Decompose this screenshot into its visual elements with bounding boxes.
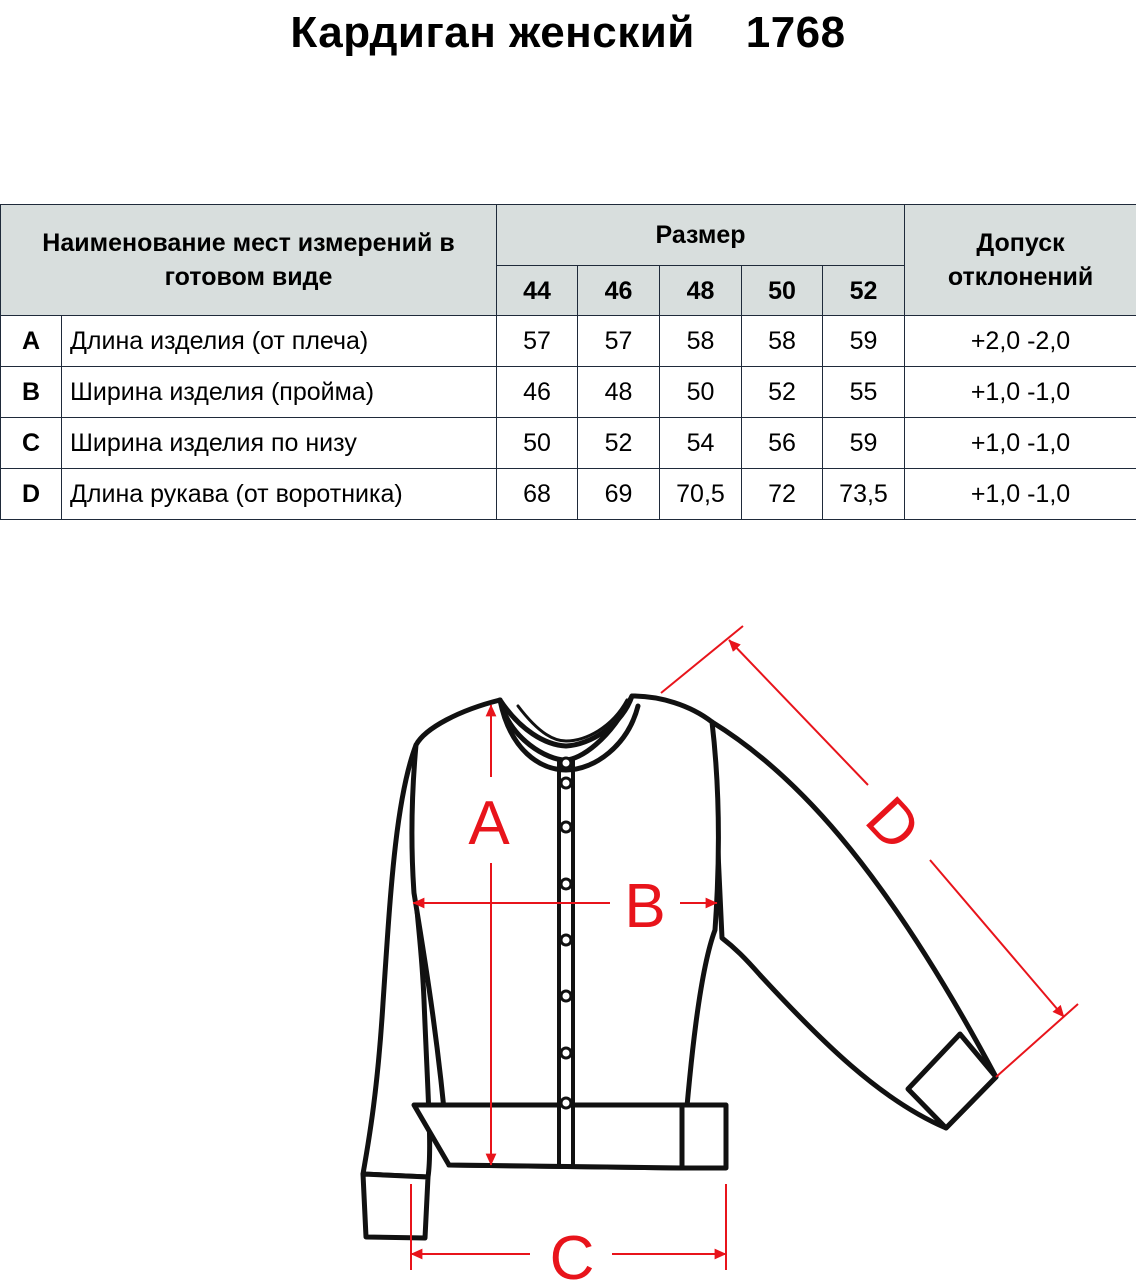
- header-tolerance: Допуск отклонений: [905, 205, 1136, 316]
- size-52: 52: [823, 266, 905, 316]
- table-row: [1, 469, 1136, 520]
- row-value: 50: [660, 367, 742, 418]
- cardigan-measurement-diagram: [0, 560, 1136, 1280]
- row-value: 48: [578, 367, 660, 418]
- measure-d-ext-bottom: [996, 1004, 1078, 1077]
- table-row: [1, 418, 1136, 469]
- size-50: 50: [742, 266, 823, 316]
- row-name: Ширина изделия (пройма): [62, 367, 497, 418]
- row-tolerance: +1,0 -1,0: [905, 418, 1136, 469]
- row-value: 70,5: [660, 469, 742, 520]
- size-46: 46: [578, 266, 660, 316]
- row-tolerance: +1,0 -1,0: [905, 469, 1136, 520]
- row-code: B: [1, 367, 62, 418]
- label-a: A: [468, 789, 510, 858]
- row-value: 59: [823, 316, 905, 367]
- label-b: B: [624, 872, 666, 941]
- row-value: 72: [742, 469, 823, 520]
- row-value: 52: [578, 418, 660, 469]
- table-row: [1, 316, 1136, 367]
- row-value: 68: [497, 469, 578, 520]
- table-row: [1, 367, 1136, 418]
- row-value: 58: [660, 316, 742, 367]
- header-measurement-name: Наименование мест измерений в готовом виде: [1, 205, 497, 316]
- hem-band: [414, 1105, 726, 1168]
- row-value: 57: [497, 316, 578, 367]
- row-value: 52: [742, 367, 823, 418]
- page-title: Кардиган женский 1768: [290, 8, 846, 57]
- size-44: 44: [497, 266, 578, 316]
- row-value: 56: [742, 418, 823, 469]
- size-48: 48: [660, 266, 742, 316]
- row-value: 55: [823, 367, 905, 418]
- size-chart-table: [0, 204, 1136, 520]
- row-code: C: [1, 418, 62, 469]
- row-value: 50: [497, 418, 578, 469]
- measure-d-ext-top: [661, 626, 743, 693]
- row-value: 57: [578, 316, 660, 367]
- row-name: Ширина изделия по низу: [62, 418, 497, 469]
- row-value: 46: [497, 367, 578, 418]
- row-value: 58: [742, 316, 823, 367]
- label-d: D: [852, 784, 934, 864]
- row-value: 54: [660, 418, 742, 469]
- row-name: Длина рукава (от воротника): [62, 469, 497, 520]
- row-tolerance: +2,0 -2,0: [905, 316, 1136, 367]
- row-tolerance: +1,0 -1,0: [905, 367, 1136, 418]
- row-code: A: [1, 316, 62, 367]
- row-code: D: [1, 469, 62, 520]
- row-name: Длина изделия (от плеча): [62, 316, 497, 367]
- header-size: Размер: [497, 205, 905, 266]
- cardigan-outline: [363, 696, 996, 1238]
- row-value: 73,5: [823, 469, 905, 520]
- left-cuff: [363, 1174, 428, 1238]
- row-value: 69: [578, 469, 660, 520]
- label-c: C: [549, 1224, 595, 1280]
- row-value: 59: [823, 418, 905, 469]
